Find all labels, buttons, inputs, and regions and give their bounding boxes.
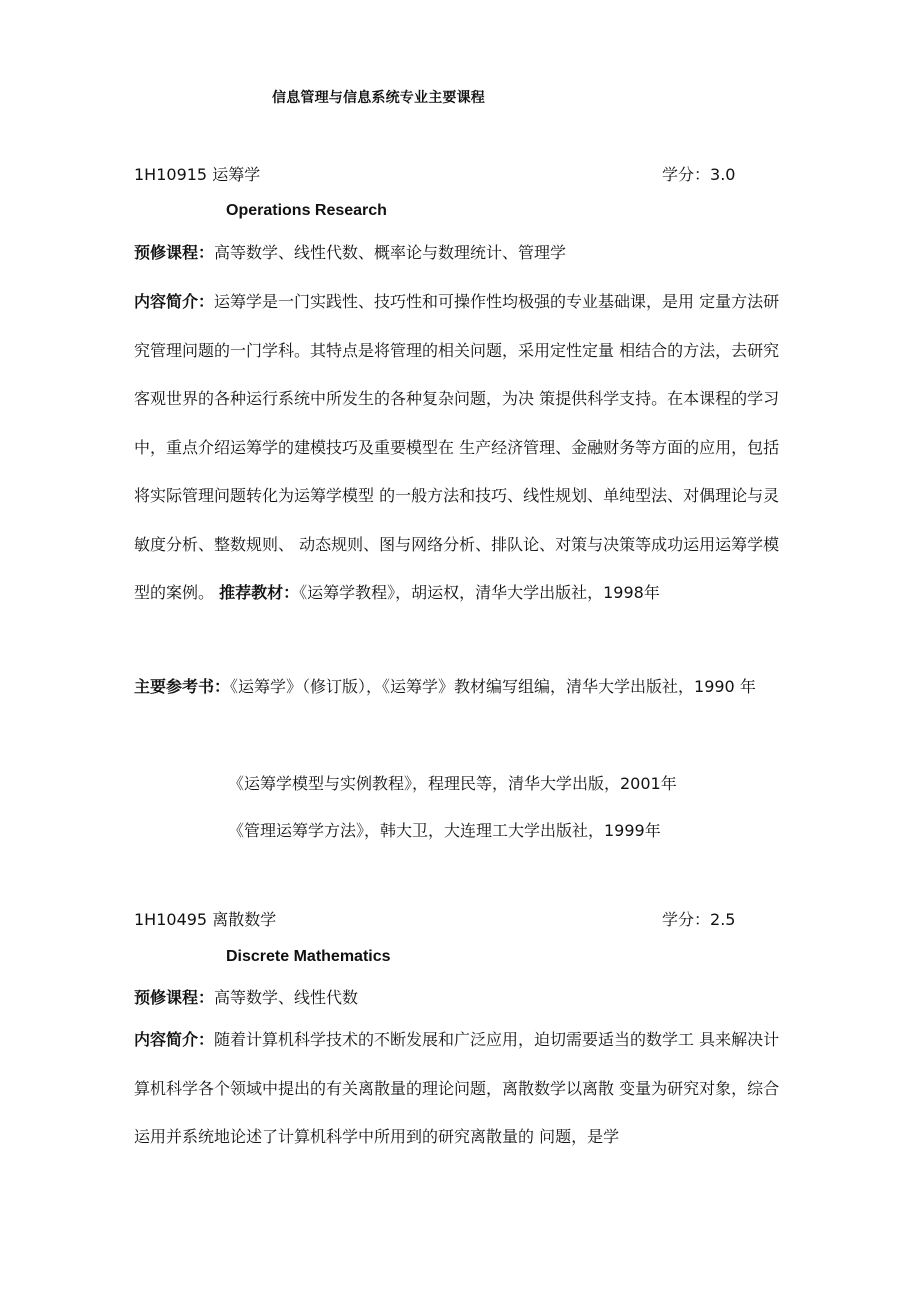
course-code-name: 1H10495 离散数学 bbox=[134, 910, 277, 929]
prereq-text: 高等数学、线性代数、概率论与数理统计、管理学 bbox=[214, 243, 567, 262]
course-code-name: 1H10915 运筹学 bbox=[134, 165, 261, 184]
course-prereq bbox=[134, 987, 358, 1009]
credit-value: 3.0 bbox=[710, 165, 736, 184]
credit-label: 学分： bbox=[662, 165, 711, 184]
refs-label: 主要参考书： bbox=[134, 677, 231, 696]
course-english-name: Operations Research bbox=[226, 202, 387, 219]
textbook-text: 《运筹学教程》，胡运权，清华大学出版社，1998年 bbox=[299, 583, 660, 602]
reference-item: 《管理运筹学方法》，韩大卫，大连理工大学出版社，1999年 bbox=[228, 821, 661, 840]
course-prereq bbox=[134, 242, 566, 264]
prereq-text: 高等数学、线性代数 bbox=[214, 988, 359, 1007]
refs-text: 《运筹学》（修订版），《运筹学》教材编写组编，清华大学出版社，1990 年 bbox=[230, 677, 756, 696]
textbook-label: 推荐教材： bbox=[219, 583, 300, 602]
intro-label: 内容简介： bbox=[134, 1030, 215, 1049]
course-credit bbox=[662, 909, 735, 931]
reference-item: 《运筹学模型与实例教程》，程理民等，清华大学出版，2001年 bbox=[228, 774, 677, 793]
course-intro bbox=[134, 278, 794, 618]
intro-text: 随着计算机科学技术的不断发展和广泛应用，迫切需要适当的数学工 具来解决计算机科学各个领域中提出的有关离散量的理论问题，离散数学以离散 变量为研究对象，综合运用并系统地论述了计算机科学中所用到的研究离散量的 问题，是学 bbox=[134, 1030, 780, 1146]
intro-text: 运筹学是一门实践性、技巧性和可操作性均极强的专业基础课，是用 定量方法研究管理问题的一门学科。其特点是将管理的相关问题，采用定性定量 相结合的方法，去研究客观世界的各种运行系统中所发生的各种复杂问题，为决 策提供科学支持。在本课程的学习中，重点介绍运筹学的建模技巧及重要模型在 生产经济管理、金融财务等方面的应用，包括将实际管理问题转化为运筹学模型 的一般方法和技巧、线性规划、单纯型法、对偶理论与灵敏度分析、整数规则、 动态规则、图与网络分析、排队论、对策与决策等成功运用运筹学模型的案例。 bbox=[134, 292, 780, 602]
prereq-label: 预修课程： bbox=[134, 988, 215, 1007]
intro-label: 内容简介： bbox=[134, 292, 215, 311]
credit-label: 学分： bbox=[662, 910, 711, 929]
credit-value: 2.5 bbox=[710, 910, 736, 929]
course-intro bbox=[134, 1016, 794, 1162]
page-title: 信息管理与信息系统专业主要课程 bbox=[272, 90, 485, 106]
course-references bbox=[134, 663, 794, 712]
course-credit bbox=[662, 164, 735, 186]
prereq-label: 预修课程： bbox=[134, 243, 215, 262]
course-english-name: Discrete Mathematics bbox=[226, 948, 391, 965]
